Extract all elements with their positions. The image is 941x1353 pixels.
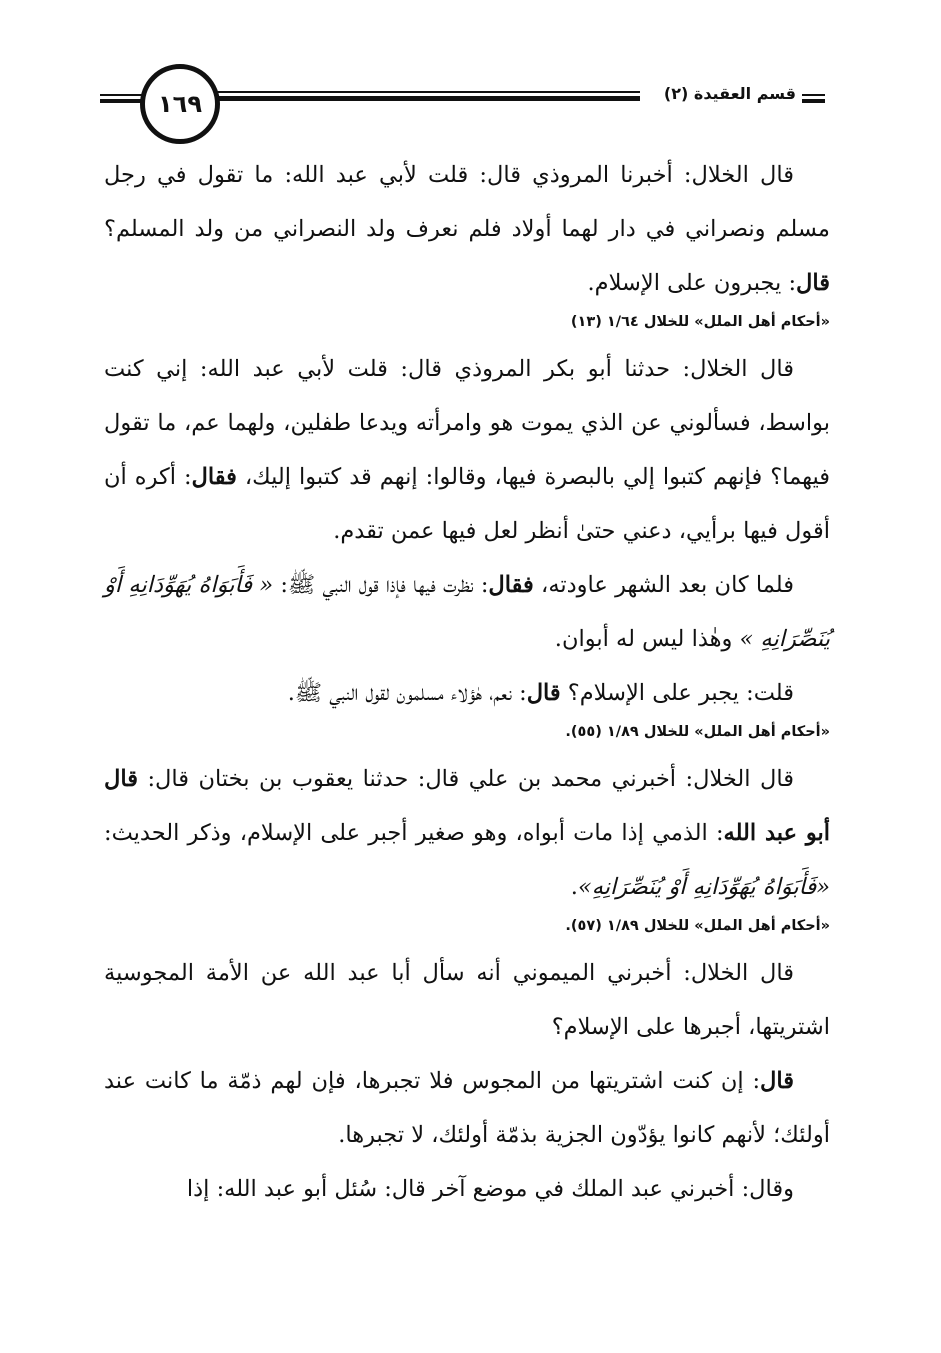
paragraph (104, 1054, 830, 1162)
citation: «أحكام أهل الملل» للخلال ١/٨٩ (٥٧). (565, 918, 830, 934)
paragraph (104, 752, 830, 914)
speaker-label: قال (760, 1068, 794, 1094)
speaker-label: فقال (488, 572, 534, 598)
paragraph-text: قال الخلال: حدثنا أبو بكر المروذي قال: قلت لأبي عبد الله: إني كنت بواسط، فسألوني عن الذي يموت هو وامرأته ويدعا طفلين، ولهما عم، ما تقول فيهما؟ فإنهم كتبوا إلي بالبصرة فيها، وقالوا: إنهم قد كتبوا إليك، (104, 356, 830, 490)
citation: «أحكام أهل الملل» للخلال ١/٦٤ (١٣) (570, 314, 830, 330)
paragraph-text: قال الخلال: أخبرنا المروذي قال: قلت لأبي عبد الله: ما تقول في رجل مسلم ونصراني في دار لهما أولاد فلم نعرف ولد النصراني من ولد المسلم؟ (104, 162, 830, 242)
page-header (100, 60, 825, 146)
hadith-quote: « فَأَبَوَاهُ يُهَوِّدَانِهِ أَوْ يُنَصِّرَانِهِ » (104, 572, 830, 652)
paragraph: قال الخلال: أخبرني الميموني أنه سأل أبا عبد الله عن الأمة المجوسية اشتريتها، أجبرها على الإسلام؟ (104, 960, 830, 1040)
paragraph-text: : الذمي إذا مات أبواه، وهو صغير أجبر على الإسلام، وذكر الحديث: (104, 820, 724, 846)
paragraph-text: قلت: يجبر على الإسلام؟ (560, 680, 794, 706)
paragraph-text: : نظرت فيها فإذا قول النبي ﷺ: (273, 572, 489, 598)
header-rule (100, 99, 145, 103)
paragraph (104, 666, 830, 720)
paragraph-text: : أكره أن أقول فيها برأيي، دعني حتىٰ أنظر لعل فيها عمن تقدم. (104, 464, 830, 544)
paragraph-text: وهٰذا ليس له أبوان. (554, 626, 740, 652)
header-rule (100, 94, 145, 96)
paragraph-text: : نعم، هٰؤلاء مسلمون لقول النبي ﷺ. (287, 680, 527, 706)
speaker-label: قال (796, 270, 830, 296)
speaker-label: قال أبو عبد الله (104, 766, 830, 846)
paragraph (104, 558, 830, 666)
paragraph-text: . (570, 874, 578, 900)
paragraph-text: وقال: أخبرني عبد الملك في موضع آخر قال: سُئل أبو عبد الله: إذا (186, 1176, 794, 1202)
hadith-quote: «فَأَبَوَاهُ يُهَوِّدَانِهِ أَوْ يُنَصِّرَانِهِ» (577, 874, 830, 900)
paragraph-text: : يجبرون على الإسلام. (587, 270, 797, 296)
speaker-label: قال (526, 680, 561, 706)
page-body (104, 148, 830, 1216)
paragraph-text: قال الخلال: أخبرني محمد بن علي قال: حدثنا يعقوب بن بختان قال: (137, 766, 794, 792)
citation: «أحكام أهل الملل» للخلال ١/٨٩ (٥٥). (565, 724, 830, 740)
paragraph (104, 342, 830, 558)
paragraph-text: : إن كنت اشتريتها من المجوس فلا تجبرها، فإن لهم ذمّة ما كانت عند أولئك؛ لأنهم كانوا يؤدّون الجزية بذمّة أولئك، لا تجبرها. (104, 1068, 830, 1148)
section-title: قسم العقيدة (٢) (640, 80, 802, 108)
speaker-label: فقال (191, 464, 237, 490)
page-number: ١٦٩ (140, 64, 220, 144)
paragraph-text: فلما كان بعد الشهر عاودته، (533, 572, 794, 598)
paragraph (104, 1162, 830, 1216)
paragraph (104, 148, 830, 310)
